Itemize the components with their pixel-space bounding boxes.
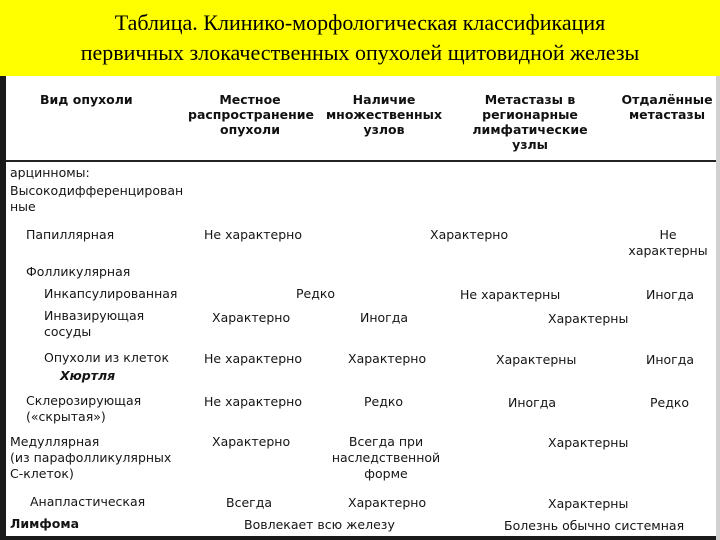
sclerosing-regional: Иногда xyxy=(508,395,557,410)
right-border xyxy=(716,76,720,540)
hurthle-distant: Иногда xyxy=(646,352,695,367)
invasive-local: Характерно xyxy=(212,310,291,325)
title-line-2: первичных злокачественных опухолей щитовидной железы xyxy=(80,40,640,65)
medullary-multi: Всегда при наследственной форме xyxy=(331,434,441,481)
bottom-border xyxy=(6,536,716,540)
anaplastic-local: Всегда xyxy=(226,495,273,510)
header-local-spread: Местное распространение опухоли xyxy=(188,92,314,137)
invasive-multi: Иногда xyxy=(360,310,409,325)
header-multiple-nodes: Наличие множественных узлов xyxy=(325,92,443,137)
header-tumor-type: Вид опухоли xyxy=(40,92,133,107)
hurthle-multi: Характерно xyxy=(348,351,427,366)
encapsulated-local-multi: Редко xyxy=(296,286,336,301)
hurthle-local: Не характерно xyxy=(204,351,302,366)
row-well-differentiated-label: Высокодифференцирован ные xyxy=(10,183,184,214)
left-border xyxy=(0,76,6,540)
invasive-regional: Характерны xyxy=(548,311,629,326)
encapsulated-regional: Не характерны xyxy=(460,287,561,302)
slide-title xyxy=(0,0,720,76)
title-line-1: Таблица. Клинико-морфологическая классификация xyxy=(114,10,606,35)
papillary-label: Папиллярная xyxy=(26,227,115,242)
follicular-label: Фолликулярная xyxy=(26,264,131,279)
sclerosing-local: Не характерно xyxy=(204,394,302,409)
lymphoma-label: Лимфома xyxy=(10,516,80,531)
sclerosing-multi: Редко xyxy=(364,394,404,409)
medullary-regional-distant: Характерны xyxy=(548,435,629,450)
hurthle-label-italic: Хюртля xyxy=(60,368,116,383)
medullary-local: Характерно xyxy=(212,434,291,449)
papillary-multi-regional: Характерно xyxy=(430,227,509,242)
encapsulated-distant: Иногда xyxy=(646,287,695,302)
medullary-label: Медуллярная (из парафолликулярных С-клеток) xyxy=(10,434,172,481)
lymphoma-local-multi: Вовлекает всю железу xyxy=(244,517,395,532)
anaplastic-regional-distant: Характерны xyxy=(548,496,629,511)
sclerosing-distant: Редко xyxy=(650,395,690,410)
hurthle-regional: Характерны xyxy=(496,352,577,367)
header-regional-metastases: Метастазы в регионарные лимфатические узлы xyxy=(472,92,588,152)
header-divider xyxy=(6,160,716,162)
row-carcinomas-label: арцинномы: xyxy=(10,165,90,180)
lymphoma-regional-distant: Болезнь обычно системная xyxy=(504,518,685,533)
papillary-distant: Не характерны xyxy=(628,227,708,258)
invasive-label: Инвазирующая сосуды xyxy=(44,308,145,339)
papillary-local: Не характерно xyxy=(204,227,302,242)
anaplastic-label: Анапластическая xyxy=(30,494,146,509)
sclerosing-label: Склерозирующая («скрытая») xyxy=(26,393,142,424)
encapsulated-label: Инкапсулированная xyxy=(44,286,178,301)
hurthle-label: Опухоли из клеток xyxy=(44,350,169,365)
header-distant-metastases: Отдалённые метастазы xyxy=(621,92,713,122)
anaplastic-multi: Характерно xyxy=(348,495,427,510)
